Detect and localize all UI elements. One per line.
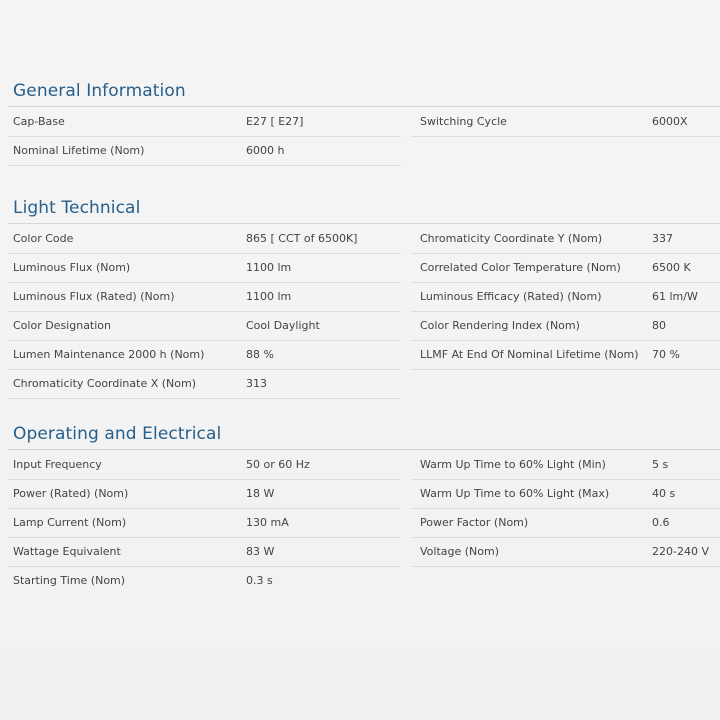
spec-value: 5 s	[652, 458, 669, 471]
spec-label: Chromaticity Coordinate X (Nom)	[13, 377, 196, 390]
spec-value: E27 [ E27]	[246, 115, 304, 128]
spec-label: Starting Time (Nom)	[13, 574, 126, 587]
spec-row	[8, 369, 401, 399]
spec-value: 6000X	[652, 115, 688, 128]
spec-value: 1100 lm	[246, 290, 292, 303]
spec-label: Lamp Current (Nom)	[13, 516, 127, 529]
section-title: Light Technical	[13, 198, 141, 218]
spec-row	[411, 450, 720, 480]
spec-label: Lumen Maintenance 2000 h (Nom)	[13, 348, 205, 361]
spec-label: Power Factor (Nom)	[420, 516, 529, 529]
spec-value: 130 mA	[246, 516, 289, 529]
spec-row	[411, 537, 720, 567]
spec-value: 0.3 s	[246, 574, 273, 587]
spec-row	[411, 479, 720, 509]
spec-value: Cool Daylight	[246, 319, 320, 332]
spec-label: Luminous Flux (Nom)	[13, 261, 131, 274]
spec-row	[8, 508, 401, 538]
spec-row	[411, 253, 720, 283]
spec-label: Switching Cycle	[420, 115, 507, 128]
spec-label: Voltage (Nom)	[420, 545, 500, 558]
spec-row	[8, 107, 401, 137]
section-title: Operating and Electrical	[13, 424, 222, 444]
spec-label: Color Designation	[13, 319, 112, 332]
spec-row	[8, 566, 401, 595]
spec-value: 50 or 60 Hz	[246, 458, 310, 471]
spec-row	[8, 450, 401, 480]
spec-label: Wattage Equivalent	[13, 545, 121, 558]
spec-row	[8, 479, 401, 509]
spec-value: 313	[246, 377, 267, 390]
spec-label: Warm Up Time to 60% Light (Max)	[420, 487, 610, 500]
spec-value: 40 s	[652, 487, 676, 500]
spec-value: 0.6	[652, 516, 670, 529]
spec-value: 88 %	[246, 348, 274, 361]
spec-value: 18 W	[246, 487, 275, 500]
spec-row	[8, 224, 401, 254]
spec-row	[411, 107, 720, 137]
spec-label: Power (Rated) (Nom)	[13, 487, 129, 500]
spec-row	[411, 508, 720, 538]
spec-row	[8, 340, 401, 370]
spec-row	[411, 224, 720, 254]
spec-value: 61 lm/W	[652, 290, 698, 303]
spec-label: Correlated Color Temperature (Nom)	[420, 261, 621, 274]
spec-row	[8, 282, 401, 312]
spec-value: 83 W	[246, 545, 275, 558]
spec-label: Chromaticity Coordinate Y (Nom)	[420, 232, 603, 245]
spec-value: 70 %	[652, 348, 680, 361]
spec-label: Color Rendering Index (Nom)	[420, 319, 580, 332]
spec-row	[411, 340, 720, 370]
spec-row	[8, 537, 401, 567]
spec-label: Input Frequency	[13, 458, 102, 471]
spec-value: 80	[652, 319, 666, 332]
spec-row	[411, 311, 720, 341]
spec-row	[8, 311, 401, 341]
spec-value: 6000 h	[246, 144, 285, 157]
spec-label: Luminous Efficacy (Rated) (Nom)	[420, 290, 602, 303]
spec-label: Color Code	[13, 232, 74, 245]
spec-row	[8, 136, 401, 166]
spec-label: Warm Up Time to 60% Light (Min)	[420, 458, 606, 471]
spec-row	[8, 253, 401, 283]
spec-row	[411, 282, 720, 312]
spec-label: Luminous Flux (Rated) (Nom)	[13, 290, 175, 303]
spec-value: 220-240 V	[652, 545, 709, 558]
spec-value: 337	[652, 232, 673, 245]
spec-label: LLMF At End Of Nominal Lifetime (Nom)	[420, 348, 639, 361]
spec-value: 1100 lm	[246, 261, 292, 274]
spec-label: Nominal Lifetime (Nom)	[13, 144, 145, 157]
spec-label: Cap-Base	[13, 115, 65, 128]
section-title: General Information	[13, 81, 186, 101]
spec-value: 865 [ CCT of 6500K]	[246, 232, 358, 245]
spec-value: 6500 K	[652, 261, 691, 274]
